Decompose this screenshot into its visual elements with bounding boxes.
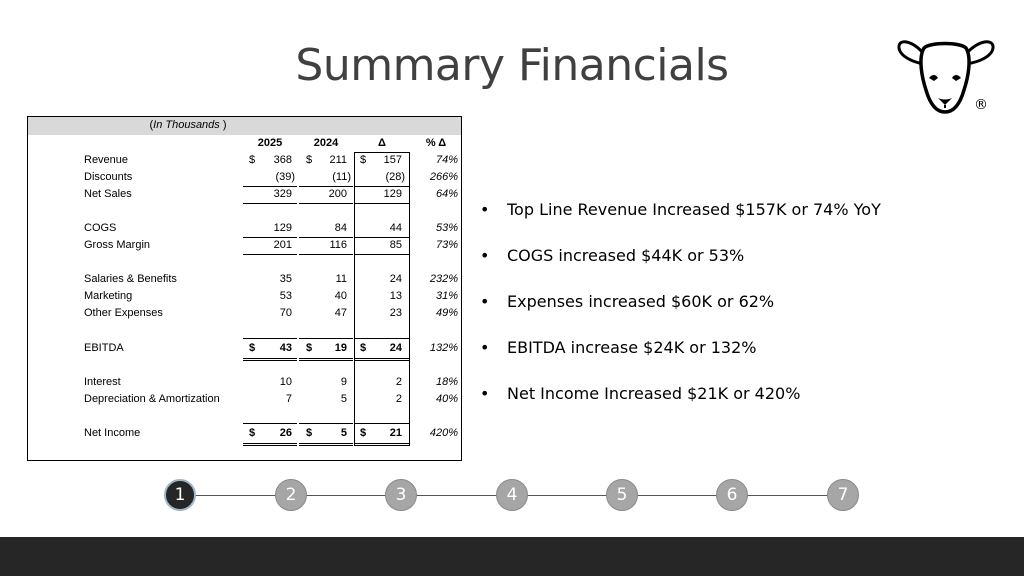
footer-bar [0, 537, 1024, 576]
cell-pct: 132% [429, 342, 458, 354]
cell-2024: (11) [332, 171, 351, 183]
delta-header-underline [355, 152, 409, 153]
bullet-text: COGS increased $44K or 53% [507, 246, 745, 265]
col-header-2024: 2024 [313, 137, 339, 149]
currency-symbol: $ [360, 427, 367, 439]
bullet-text: Top Line Revenue Increased $157K or 74% YoY [507, 200, 881, 219]
bullet-marker: • [480, 384, 490, 403]
cell-2025: (39) [275, 171, 295, 183]
total-line [355, 254, 409, 255]
units-label: (In Thousands ) [149, 119, 227, 131]
registered-mark: ® [974, 97, 988, 113]
cell-delta: (28) [385, 171, 405, 183]
timeline-step-3[interactable]: 3 [385, 479, 417, 511]
cell-2024: 211 [329, 154, 347, 166]
double-total-line [243, 443, 297, 444]
cell-pct: 18% [435, 376, 458, 388]
cell-pct: 73% [435, 239, 458, 251]
col-header-delta: Δ [378, 137, 386, 149]
timeline-step-2[interactable]: 2 [275, 479, 307, 511]
cell-2024: 5 [340, 427, 347, 439]
cell-2025: 368 [273, 154, 292, 166]
cell-2024: 200 [328, 188, 347, 200]
currency-symbol: $ [249, 342, 256, 354]
subtotal-line [355, 237, 409, 238]
total-line [299, 203, 353, 204]
double-total-line [355, 443, 409, 444]
subtotal-line [243, 338, 297, 339]
total-line [355, 203, 409, 204]
bullet-marker: • [480, 292, 490, 311]
financials-table [27, 116, 462, 461]
cell-2024: 84 [334, 222, 347, 234]
row-label-ebitda: EBITDA [84, 342, 124, 354]
cell-delta: 13 [389, 290, 402, 302]
delta-column-right-border [409, 152, 410, 446]
cell-2025: 53 [279, 290, 292, 302]
row-label-depreciation: Depreciation & Amortization [84, 393, 220, 405]
subtotal-line [355, 423, 409, 424]
cell-delta: 23 [389, 307, 402, 319]
cell-2024: 116 [329, 239, 347, 251]
double-total-line [299, 358, 353, 359]
slide-navigation-timeline [0, 476, 1024, 516]
row-label-revenue: Revenue [84, 154, 129, 166]
cell-delta: 44 [389, 222, 402, 234]
double-total-line [355, 358, 409, 359]
currency-symbol: $ [306, 427, 313, 439]
cell-pct: 49% [435, 307, 458, 319]
cell-delta: 157 [383, 154, 402, 166]
cell-2024: 40 [334, 290, 347, 302]
cell-2024: 5 [340, 393, 347, 405]
cell-2024: 19 [334, 342, 347, 354]
timeline-step-7[interactable]: 7 [827, 479, 859, 511]
cell-2025: 10 [279, 376, 292, 388]
double-total-line [355, 445, 409, 446]
subtotal-line [355, 338, 409, 339]
bullet-text: Net Income Increased $21K or 420% [507, 384, 801, 403]
timeline-step-4[interactable]: 4 [496, 479, 528, 511]
cell-2025: 70 [279, 307, 292, 319]
cell-pct: 420% [429, 427, 458, 439]
cell-2025: 129 [273, 222, 292, 234]
row-label-marketing: Marketing [84, 290, 133, 302]
timeline-step-5[interactable]: 5 [606, 479, 638, 511]
col-header-2025: 2025 [257, 137, 283, 149]
cell-2025: 329 [273, 188, 292, 200]
row-label-net-sales: Net Sales [84, 188, 132, 200]
timeline-step-6[interactable]: 6 [716, 479, 748, 511]
row-label-discounts: Discounts [84, 171, 133, 183]
cell-delta: 21 [389, 427, 402, 439]
cell-pct: 31% [435, 290, 458, 302]
cell-2025: 26 [279, 427, 292, 439]
subtotal-line [243, 237, 297, 238]
row-label-cogs: COGS [84, 222, 117, 234]
cell-2024: 9 [340, 376, 347, 388]
total-line [243, 203, 297, 204]
cell-2025: 201 [273, 239, 292, 251]
currency-symbol: $ [306, 154, 313, 166]
cell-pct: 74% [435, 154, 458, 166]
row-label-other-expenses: Other Expenses [84, 307, 163, 319]
cell-delta: 2 [395, 376, 402, 388]
double-total-line [355, 360, 409, 361]
slide-title: Summary Financials [295, 40, 729, 91]
cell-delta: 85 [389, 239, 402, 251]
row-label-salaries: Salaries & Benefits [84, 273, 177, 285]
bullet-marker: • [480, 246, 490, 265]
currency-symbol: $ [360, 154, 367, 166]
double-total-line [243, 358, 297, 359]
subtotal-line [243, 423, 297, 424]
cell-delta: 24 [389, 342, 402, 354]
bullet-marker: • [480, 338, 490, 357]
double-total-line [299, 360, 353, 361]
total-line [299, 254, 353, 255]
bullet-marker: • [480, 200, 490, 219]
row-label-interest: Interest [84, 376, 121, 388]
subtotal-line [243, 186, 297, 187]
cell-delta: 2 [395, 393, 402, 405]
subtotal-line [299, 186, 353, 187]
bullet-text: Expenses increased $60K or 62% [507, 292, 775, 311]
double-total-line [299, 445, 353, 446]
currency-symbol: $ [249, 154, 256, 166]
currency-symbol: $ [360, 342, 367, 354]
cell-2025: 7 [285, 393, 292, 405]
cell-2024: 11 [335, 273, 347, 285]
subtotal-line [299, 237, 353, 238]
cell-pct: 40% [435, 393, 458, 405]
delta-column-left-border [354, 152, 355, 446]
subtotal-line [299, 423, 353, 424]
subtotal-line [355, 186, 409, 187]
total-line [243, 254, 297, 255]
bullet-text: EBITDA increase $24K or 132% [507, 338, 757, 357]
cell-pct: 232% [429, 273, 458, 285]
cell-pct: 266% [429, 171, 458, 183]
double-total-line [243, 360, 297, 361]
cell-delta: 129 [383, 188, 402, 200]
cell-pct: 53% [435, 222, 458, 234]
currency-symbol: $ [249, 427, 256, 439]
double-total-line [299, 443, 353, 444]
row-label-gross-margin: Gross Margin [84, 239, 151, 251]
cell-2025: 43 [279, 342, 292, 354]
cell-2025: 35 [279, 273, 292, 285]
cell-pct: 64% [435, 188, 458, 200]
currency-symbol: $ [306, 342, 313, 354]
col-header-pct-delta: % Δ [425, 137, 447, 149]
sheep-logo [894, 34, 998, 118]
cell-delta: 24 [389, 273, 402, 285]
row-label-net-income: Net Income [84, 427, 141, 439]
double-total-line [243, 445, 297, 446]
cell-2024: 47 [334, 307, 347, 319]
timeline-step-1[interactable]: 1 [164, 479, 196, 511]
subtotal-line [299, 338, 353, 339]
